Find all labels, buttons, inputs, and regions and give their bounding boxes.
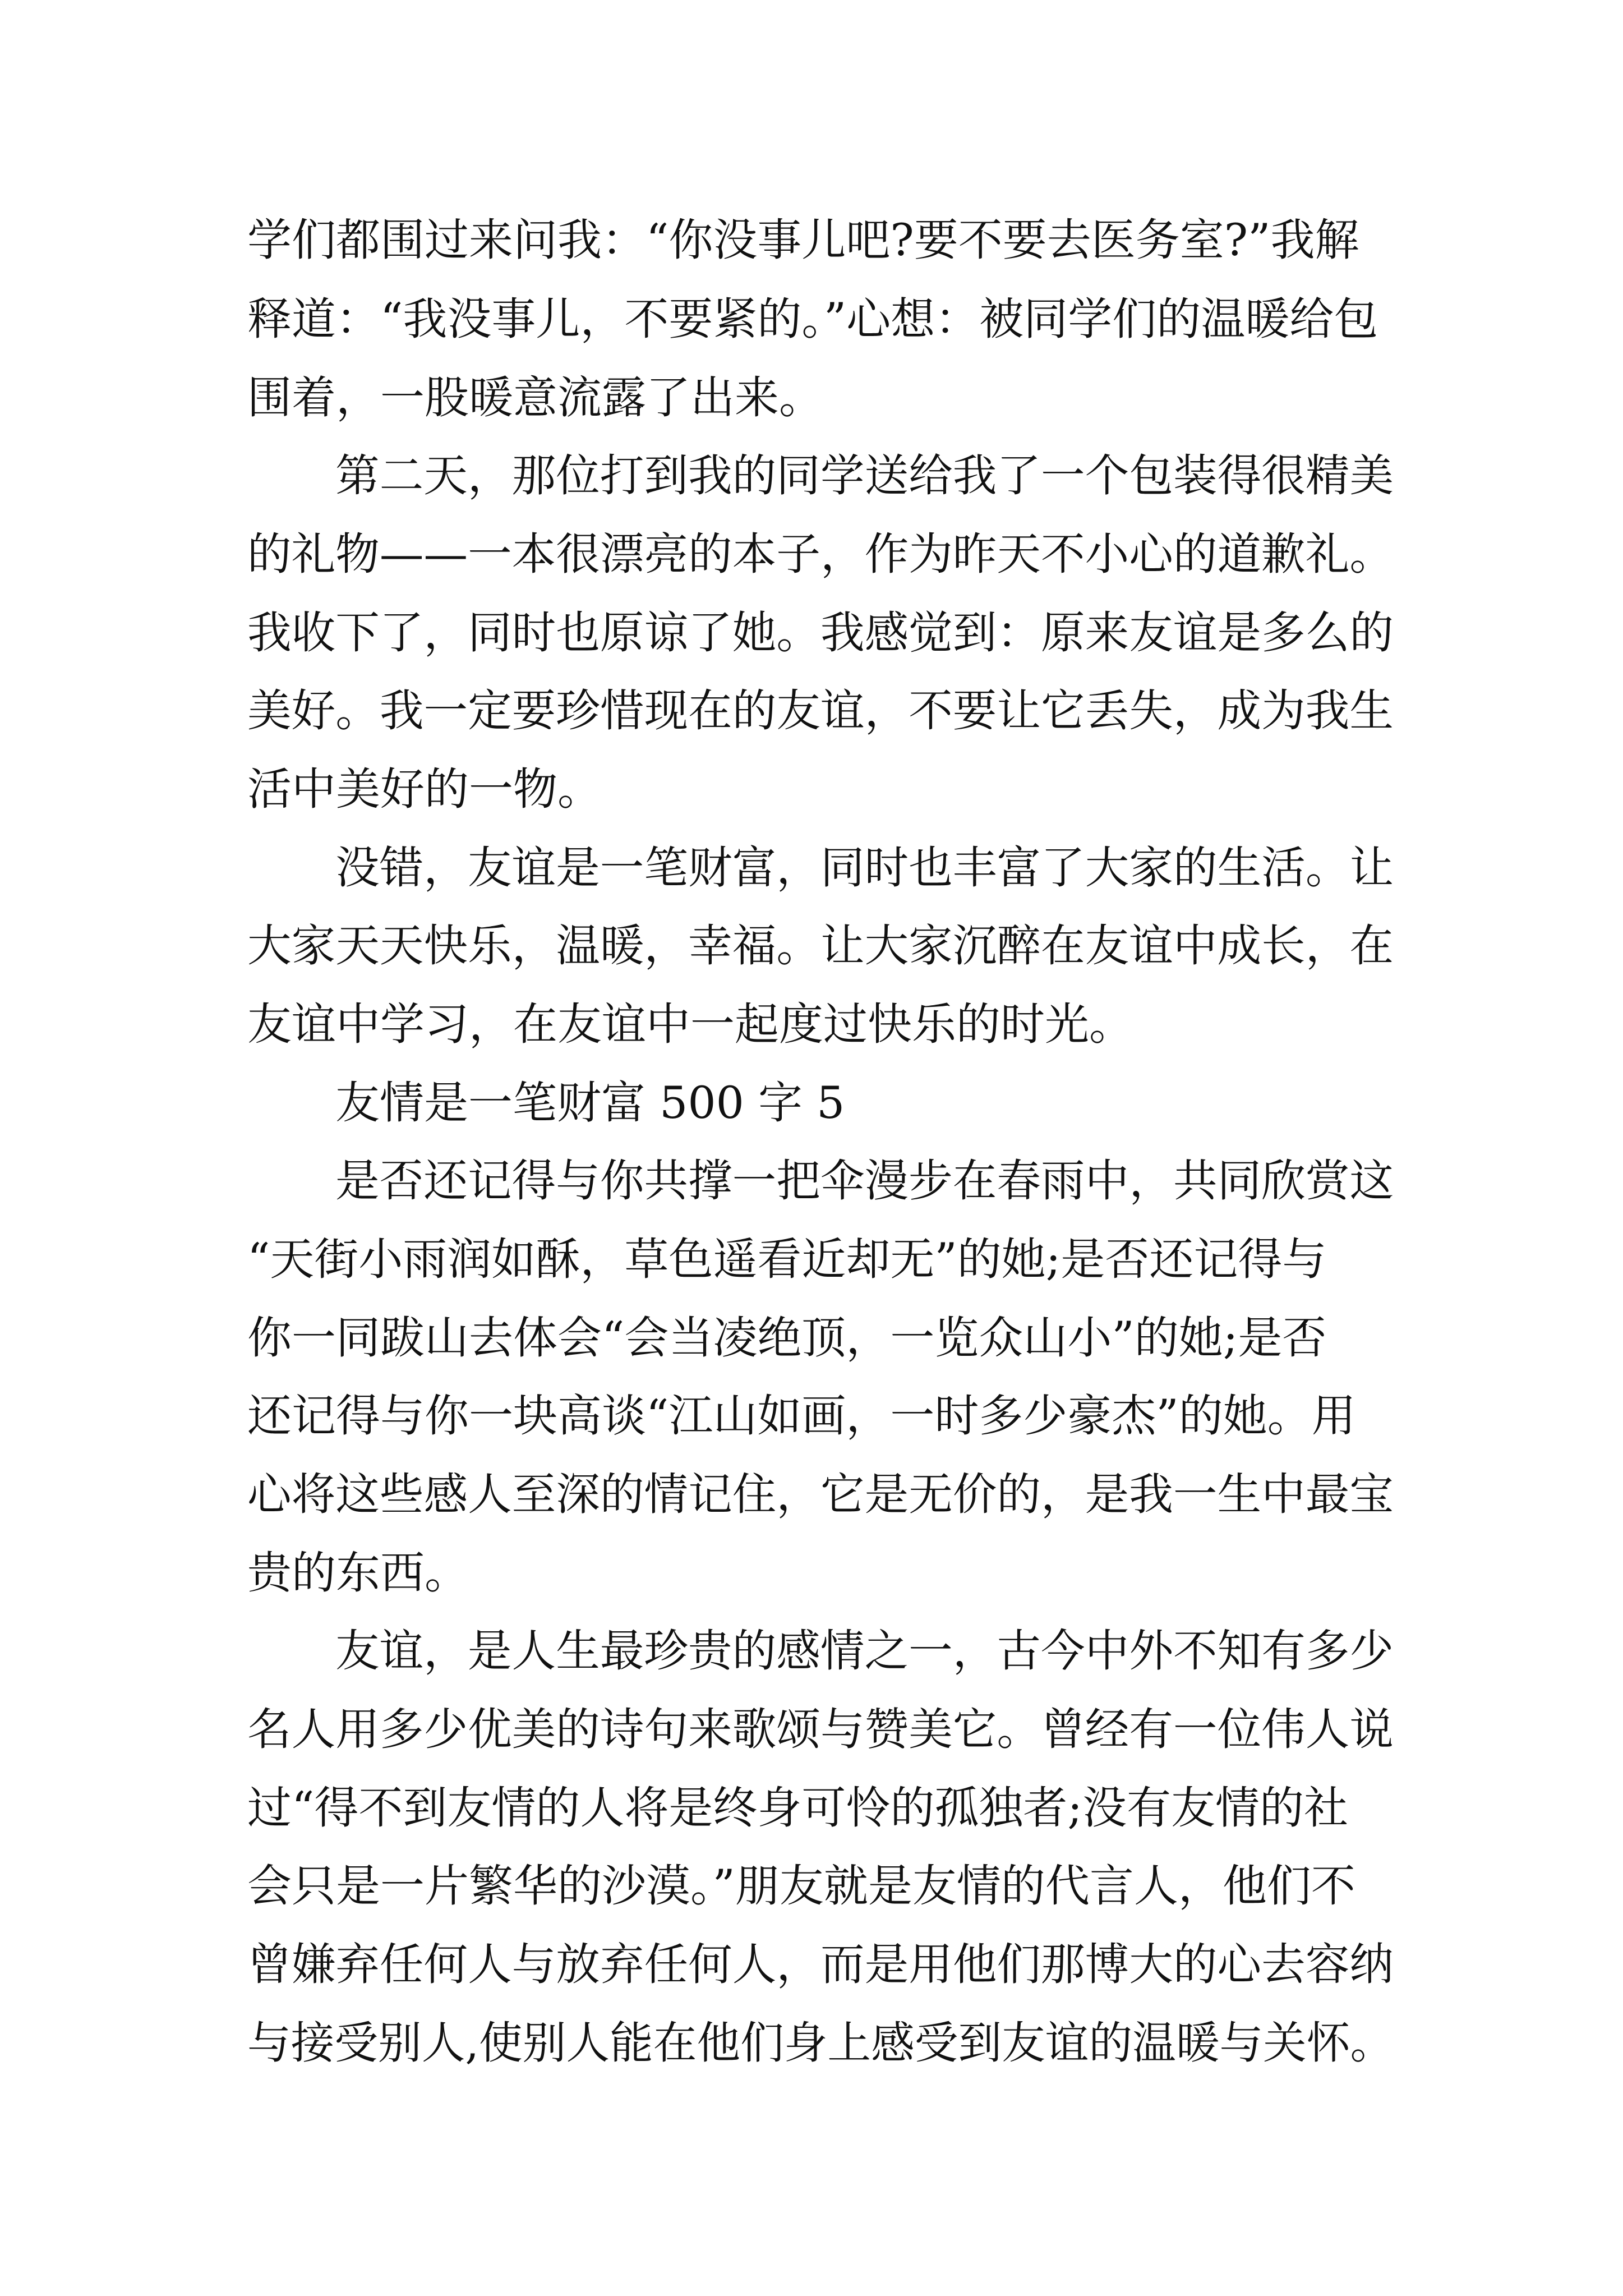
paragraph-line: 心将这些感人至深的情记住，它是无价的，是我一生中最宝	[247, 1469, 1394, 1520]
paragraph-line: 曾嫌弃任何人与放弃任何人，而是用他们那博大的心去容纳	[247, 1939, 1394, 1990]
paragraph-line: 是否还记得与你共撑一把伞漫步在春雨中，共同欣赏这	[335, 1155, 1394, 1207]
paragraph-line: 你一同跋山去体会“会当凌绝顶，一览众山小”的她;是否	[247, 1312, 1327, 1364]
paragraph-line: 学们都围过来问我：“你没事儿吧?要不要去医务室?”我解	[247, 214, 1359, 266]
paragraph-line: 活中美好的一物。	[247, 763, 602, 815]
paragraph-line: 会只是一片繁华的沙漠。”朋友就是友情的代言人，他们不	[247, 1860, 1355, 1912]
paragraph-line: 没错，友谊是一笔财富，同时也丰富了大家的生活。让	[335, 842, 1394, 894]
paragraph-line: 第二天，那位打到我的同学送给我了一个包装得很精美	[335, 450, 1394, 501]
paragraph-line: 名人用多少优美的诗句来歌颂与赞美它。曾经有一位伟人说	[247, 1704, 1394, 1755]
paragraph-line: 友谊中学习，在友谊中一起度过快乐的时光。	[247, 999, 1133, 1050]
section-heading: 友情是一笔财富 500 字 5	[335, 1077, 845, 1129]
paragraph-line: 的礼物——一本很漂亮的本子，作为昨天不小心的道歉礼。	[247, 528, 1394, 580]
paragraph-line: 友谊，是人生最珍贵的感情之一，古今中外不知有多少	[335, 1625, 1394, 1677]
paragraph-line: 过“得不到友情的人将是终身可怜的孤独者;没有友情的社	[247, 1782, 1349, 1834]
paragraph-line: 围着，一股暖意流露了出来。	[247, 372, 823, 424]
paragraph-line: 释道：“我没事儿，不要紧的。”心想：被同学们的温暖给包	[247, 293, 1378, 345]
paragraph-line: 与接受别人,使别人能在他们身上感受到友谊的温暖与关怀。	[247, 2017, 1394, 2069]
paragraph-line: 还记得与你一块高谈“江山如画，一时多少豪杰”的她。用	[247, 1390, 1356, 1442]
paragraph-line: 我收下了，同时也原谅了她。我感觉到：原来友谊是多么的	[247, 607, 1394, 659]
paragraph-line: 贵的东西。	[247, 1547, 469, 1599]
paragraph-line: 大家天天快乐，温暖，幸福。让大家沉醉在友谊中成长，在	[247, 920, 1394, 972]
paragraph-line: “天街小雨润如酥，草色遥看近却无”的她;是否还记得与	[247, 1234, 1327, 1285]
paragraph-line: 美好。我一定要珍惜现在的友谊，不要让它丢失，成为我生	[247, 685, 1394, 737]
